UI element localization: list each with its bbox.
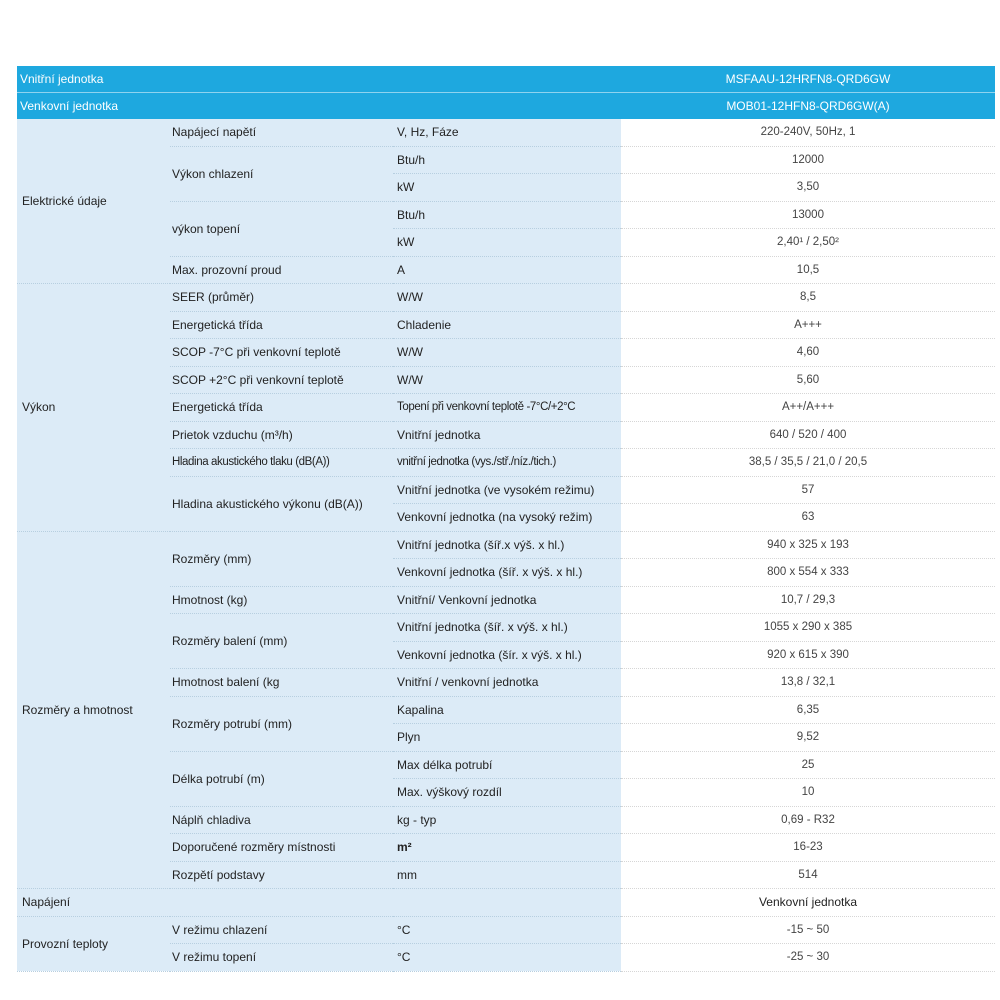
unit-cell: kW	[393, 229, 621, 257]
param-cell	[170, 889, 393, 917]
unit-cell: W/W	[393, 284, 621, 312]
unit-cell: mm	[393, 861, 621, 889]
value-cell: 220-240V, 50Hz, 1	[621, 119, 995, 146]
category-dimensions: Rozměry a hmotnost	[17, 531, 170, 889]
value-cell: 9,52	[621, 724, 995, 752]
param-cell: SEER (průměr)	[170, 284, 393, 312]
param-cell: V režimu topení	[170, 944, 393, 972]
unit-cell: Btu/h	[393, 201, 621, 229]
value-cell: 38,5 / 35,5 / 21,0 / 20,5	[621, 449, 995, 477]
value-cell: 63	[621, 504, 995, 532]
unit-cell: Vnitřní jednotka (šíř. x výš. x hl.)	[393, 614, 621, 642]
spec-table	[17, 119, 995, 972]
param-cell: Délka potrubí (m)	[170, 751, 393, 806]
category-performance: Výkon	[17, 284, 170, 532]
param-cell: SCOP +2°C při venkovní teplotě	[170, 366, 393, 394]
unit-cell	[393, 889, 621, 917]
param-cell: Výkon chlazení	[170, 146, 393, 201]
table-row	[17, 284, 995, 312]
param-cell: SCOP -7°C při venkovní teplotě	[170, 339, 393, 367]
outdoor-unit-header	[17, 93, 995, 119]
param-cell: Max. prozovní proud	[170, 256, 393, 284]
unit-cell: W/W	[393, 366, 621, 394]
param-cell: Rozměry potrubí (mm)	[170, 696, 393, 751]
param-cell: Rozpětí podstavy	[170, 861, 393, 889]
value-cell: -25 ~ 30	[621, 944, 995, 972]
value-cell: 13000	[621, 201, 995, 229]
unit-cell: kg - typ	[393, 806, 621, 834]
value-cell: 920 x 615 x 390	[621, 641, 995, 669]
value-cell: 10,7 / 29,3	[621, 586, 995, 614]
table-row	[17, 531, 995, 559]
unit-cell: °C	[393, 916, 621, 944]
value-cell: 4,60	[621, 339, 995, 367]
value-cell: 2,40¹ / 2,50²	[621, 229, 995, 257]
value-cell: 5,60	[621, 366, 995, 394]
param-cell: Náplň chladiva	[170, 806, 393, 834]
unit-cell: Plyn	[393, 724, 621, 752]
param-cell: Doporučené rozměry místnosti	[170, 834, 393, 862]
unit-cell: Vnitřní jednotka (šíř.x výš. x hl.)	[393, 531, 621, 559]
unit-cell: Max. výškový rozdíl	[393, 779, 621, 807]
value-cell: 13,8 / 32,1	[621, 669, 995, 697]
value-cell: 10	[621, 779, 995, 807]
spec-sheet	[17, 66, 995, 972]
value-cell: 640 / 520 / 400	[621, 421, 995, 449]
table-row	[17, 889, 995, 917]
unit-cell: Vnitřní jednotka	[393, 421, 621, 449]
value-cell: 940 x 325 x 193	[621, 531, 995, 559]
value-cell: A+++	[621, 311, 995, 339]
param-cell: Energetická třída	[170, 394, 393, 422]
indoor-unit-model: MSFAAU-12HRFN8-QRD6GW	[725, 72, 891, 86]
unit-cell: W/W	[393, 339, 621, 367]
param-cell: výkon topení	[170, 201, 393, 256]
category-electrical: Elektrické údaje	[17, 119, 170, 284]
value-cell: 3,50	[621, 174, 995, 202]
value-cell: 8,5	[621, 284, 995, 312]
value-cell: -15 ~ 50	[621, 916, 995, 944]
unit-cell: A	[393, 256, 621, 284]
value-cell: 0,69 - R32	[621, 806, 995, 834]
unit-cell: Btu/h	[393, 146, 621, 174]
unit-cell: Vnitřní/ Venkovní jednotka	[393, 586, 621, 614]
indoor-unit-header	[17, 66, 995, 93]
unit-cell: Topení při venkovní teplotě -7°C/+2°C	[393, 394, 621, 422]
unit-cell: Venkovní jednotka (šír. x výš. x hl.)	[393, 641, 621, 669]
unit-cell: °C	[393, 944, 621, 972]
value-cell: 57	[621, 476, 995, 504]
outdoor-unit-label: Venkovní jednotka	[20, 99, 119, 113]
value-cell: Venkovní jednotka	[621, 889, 995, 917]
unit-cell: Kapalina	[393, 696, 621, 724]
value-cell: 16-23	[621, 834, 995, 862]
unit-cell: m²	[393, 834, 621, 862]
category-operating-temps: Provozní teploty	[17, 916, 170, 971]
value-cell: 25	[621, 751, 995, 779]
param-cell: V režimu chlazení	[170, 916, 393, 944]
param-cell: Hladina akustického výkonu (dB(A))	[170, 476, 393, 531]
param-cell: Energetická třída	[170, 311, 393, 339]
value-cell: 6,35	[621, 696, 995, 724]
unit-cell: Vnitřní / venkovní jednotka	[393, 669, 621, 697]
unit-cell: Venkovní jednotka (na vysoký režim)	[393, 504, 621, 532]
value-cell: 800 x 554 x 333	[621, 559, 995, 587]
param-cell: Hladina akustického tlaku (dB(A))	[170, 449, 393, 477]
value-cell: 12000	[621, 146, 995, 174]
outdoor-unit-model: MOB01-12HFN8-QRD6GW(A)	[726, 99, 890, 113]
param-cell: Hmotnost balení (kg	[170, 669, 393, 697]
value-cell: 1055 x 290 x 385	[621, 614, 995, 642]
value-cell: 10,5	[621, 256, 995, 284]
value-cell: A++/A+++	[621, 394, 995, 422]
table-row	[17, 119, 995, 146]
param-cell: Rozměry balení (mm)	[170, 614, 393, 669]
param-cell: Prietok vzduchu (m³/h)	[170, 421, 393, 449]
unit-cell: V, Hz, Fáze	[393, 119, 621, 146]
value-cell: 514	[621, 861, 995, 889]
unit-cell: Vnitřní jednotka (ve vysokém režimu)	[393, 476, 621, 504]
unit-cell: Chladenie	[393, 311, 621, 339]
unit-cell: Venkovní jednotka (šíř. x výš. x hl.)	[393, 559, 621, 587]
unit-cell: vnitřní jednotka (vys./stř./níz./tich.)	[393, 449, 621, 477]
param-cell: Napájecí napětí	[170, 119, 393, 146]
unit-cell: kW	[393, 174, 621, 202]
param-cell: Rozměry (mm)	[170, 531, 393, 586]
table-row	[17, 916, 995, 944]
indoor-unit-label: Vnitřní jednotka	[20, 72, 104, 86]
category-power-supply: Napájení	[17, 889, 170, 917]
param-cell: Hmotnost (kg)	[170, 586, 393, 614]
unit-cell: Max délka potrubí	[393, 751, 621, 779]
